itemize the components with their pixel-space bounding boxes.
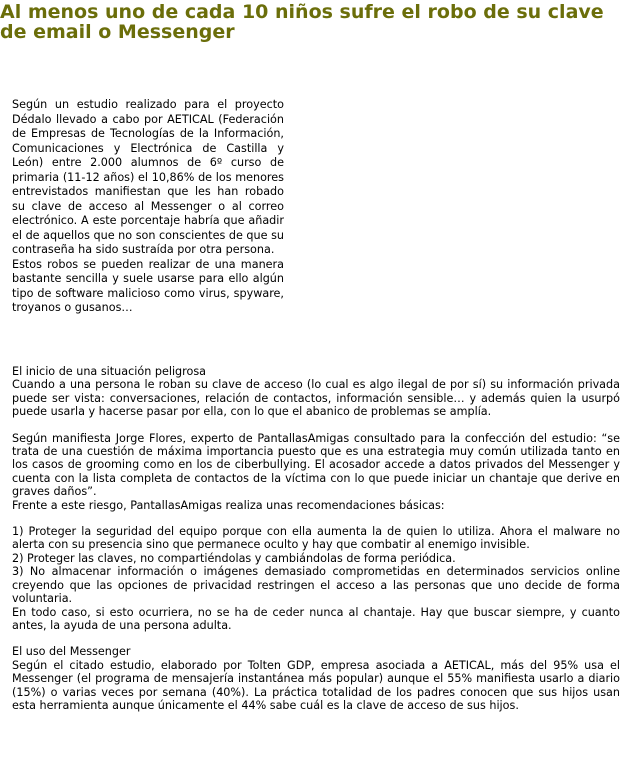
intro-paragraph-2: Estos robos se pueden realizar de una manera bastante sencilla y suele usarse para ello algún tipo de software malicioso como virus, spyware, troyanos o gusanos… [12, 257, 284, 314]
intro-paragraph-1: Según un estudio realizado para el proyecto Dédalo llevado a cabo por AETICAL (Federación de Empresas de Tecnologías de la Información, Comunicaciones y Electrónica de Castilla y León) entre 2.000 alumnos de 6º curso de primaria (11-12 años) el 10,86% de los menores entrevistados manifiestan que les han robado su clave de acceso al Messenger o al correo electrónico. A este porcentaje habría que añadir el de aquellos que no son conscientes de que su contraseña ha sido sustraída por otra persona. [12, 98, 284, 256]
recommendation-3: 3) No almacenar información o imágenes demasiado comprometidas en determinados servicios online creyendo que las opciones de privacidad restringen el acceso a las personas que uno decide de forma voluntaria. [12, 565, 620, 606]
section-heading-inicio: El inicio de una situación peligrosa [12, 365, 207, 378]
recommendation-note: En todo caso, si esto ocurriera, no se ha de ceder nunca al chantaje. Hay que buscar siempre, y cuanto antes, la ayuda de una persona adulta. [12, 605, 620, 632]
recommendation-1: 1) Proteger la seguridad del equipo porque con ella aumenta la de quien lo utiliza. Ahora el malware no alerta con su presencia sino que permanece oculto y hay que combatir al enemigo invisible. [12, 525, 620, 552]
section1-paragraph-3: Frente a este riesgo, PantallasAmigas realiza unas recomendaciones básicas: [12, 498, 445, 512]
article-body [12, 365, 620, 712]
recommendation-2: 2) Proteger las claves, no compartiéndolas y cambiándolas de forma periódica. [12, 551, 456, 565]
intro-column [12, 98, 284, 316]
section1-paragraph-2: Según manifiesta Jorge Flores, experto de PantallasAmigas consultado para la confección del estudio: “se trata de una cuestión de máxima importancia puesto que es una estrategia muy común utilizada tanto en los casos de grooming como en los de ciberbullying. El acosador accede a datos privados del Messenger y cuenta con la lista completa de contactos de la víctima con lo que puede iniciar un chantaje que derive en graves daños”. [12, 431, 620, 499]
section2-paragraph-1: Según el citado estudio, elaborado por Tolten GDP, empresa asociada a AETICAL, más del 95% usa el Messenger (el programa de mensajería instantánea más popular) aunque el 55% manifiesta usarlo a diario (15%) o varias veces por semana (40%). La práctica totalidad de los padres conocen que sus hijos usan esta herramienta aunque únicamente el 44% sabe cuál es la clave de acceso de sus hijos. [12, 658, 620, 712]
article-title: Al menos uno de cada 10 niños sufre el robo de su clave de email o Messenger [0, 1, 604, 43]
section1-paragraph-1: Cuando a una persona le roban su clave de acceso (lo cual es algo ilegal de por sí) su información privada puede ser vista: conversaciones, relación de contactos, información sensible… y además quien la usurpó puede usarla y hacerse pasar por ella, con lo que el abanico de problemas se amplía. [12, 378, 620, 419]
section-heading-messenger: El uso del Messenger [12, 645, 131, 659]
